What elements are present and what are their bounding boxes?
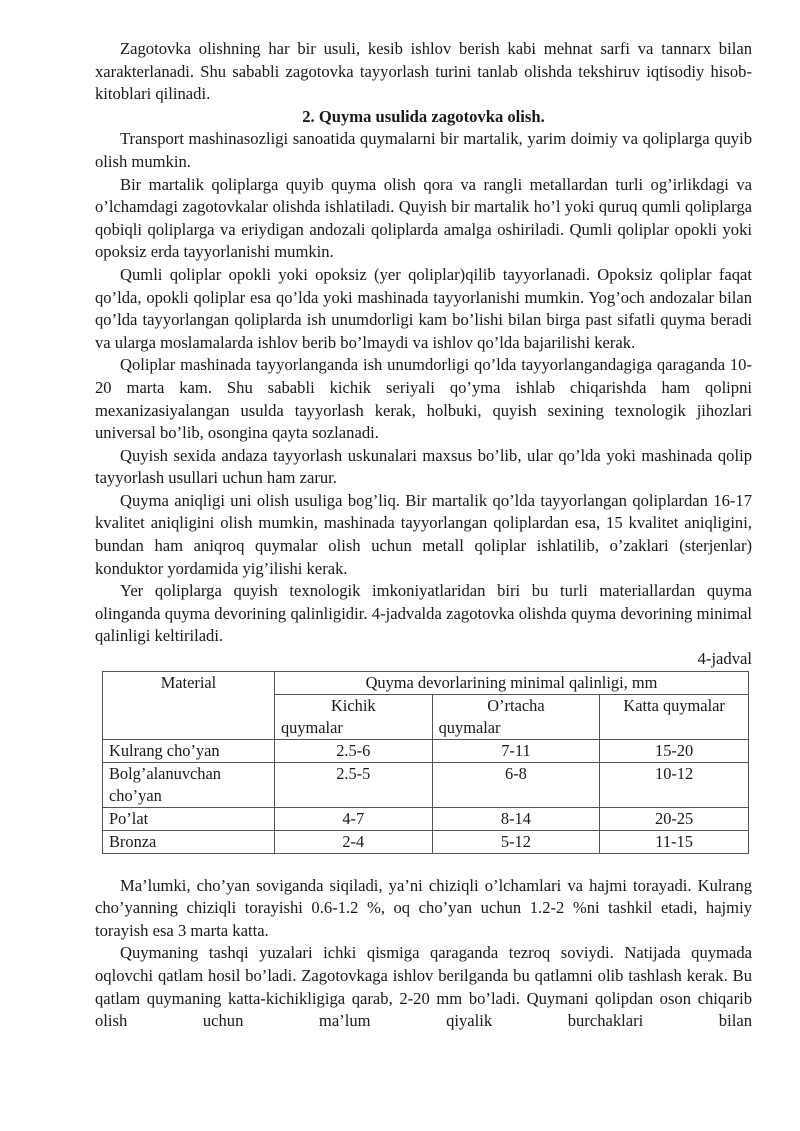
cell-material: Bronza	[103, 830, 275, 853]
body-paragraph: Bir martalik qoliplarga quyib quyma olish qora va rangli metallardan turli og’irlikdagi va o’lchamdagi zagotovkalar olishda ishlatiladi. Quyish bir martalik ho’l yoki quruq qumli qoliplarga qobiqli qoliplarga va eriydigan andozali qoliplarda amalga oshiriladi. Qumli qoliplar opokli yoki opoksiz erda tayyorlanishi mumkin.	[95, 174, 752, 262]
cell-small: 2.5-6	[274, 739, 432, 762]
body-paragraph: Qoliplar mashinada tayyorlanganda ish unumdorligi qo’lda tayyorlangandagiga qaraganda 10-20 marta kam. Shu sababli kichik seriyali qo’yma ishlab chiqarishda ham qolipni mexanizasiyalangan usulda tayyorlash kerak, holbuki, quyish sexining texnologik jihozlari universal bo’lib, osongina qayta sozlanadi.	[95, 355, 752, 443]
section-heading: 2. Quyma usulida zagotovka olish.	[302, 106, 545, 126]
header-small-castings	[274, 694, 432, 739]
body-paragraph: Qumli qoliplar opokli yoki opoksiz (yer qoliplar)qilib tayyorlanadi. Opoksiz qoliplar faqat qo’lda, opokli qoliplar esa qo’lda yoki mashinada tayyorlanishi mumkin. Yog’och andozalar bilan qo’lda tayyorlangan qoliplarda ish unumdorligi kam bo’lishi bilan birga past sifatli quyma beradi va ularga moslamalarda ishlov berib bo’lmaydi va ishlov qo’lda bajarilishi kerak.	[95, 264, 752, 352]
cell-material: Kulrang cho’yan	[103, 739, 275, 762]
header-large-castings: Katta quymalar	[600, 694, 749, 739]
wall-thickness-table	[102, 671, 749, 854]
header-medium-line1: O’rtacha	[487, 695, 545, 715]
body-paragraph: Transport mashinasozligi sanoatida quymalarni bir martalik, yarim doimiy va qoliplarga quyib olish mumkin.	[95, 129, 752, 171]
table-row	[103, 739, 749, 762]
header-medium-line2: quymalar	[438, 717, 501, 737]
cell-large: 10-12	[600, 762, 749, 807]
table-caption: 4-jadval	[697, 649, 752, 669]
body-paragraph: Quyish sexida andaza tayyorlash uskunalari maxsus bo’lib, ular qo’lda yoki mashinada qolip tayyorlash usullari uchun ham zarur.	[95, 445, 752, 488]
body-paragraph: Ma’lumki, cho’yan soviganda siqiladi, ya’ni chiziqli o’lchamlari va hajmi torayadi. Kulrang cho’yanning chiziqli torayishi 0.6-1.2 %, oq cho’yan uchun 1.2-2 %ni tashkil etadi, hajmiy torayish esa 3 marta katta.	[95, 875, 752, 940]
cell-large: 20-25	[600, 807, 749, 830]
cell-small: 4-7	[274, 807, 432, 830]
body-paragraph: Quymaning tashqi yuzalari ichki qismiga qaraganda tezroq soviydi. Natijada quymada oqlovchi qatlam hosil bo’ladi. Zagotovkaga ishlov berilganda bu qatlamni olib tashlash kerak. Bu qatlam quymaning katta-kichikligiga qarab, 2-20 mm bo’ladi. Quymani qolipdan oson chiqarib olish uchun ma’lum qiyalik burchaklari bilan	[95, 943, 752, 1031]
header-material: Material	[103, 671, 275, 739]
cell-small: 2.5-5	[274, 762, 432, 807]
table-row	[103, 762, 749, 807]
header-small-line2: quymalar	[280, 717, 343, 737]
intro-paragraph: Zagotovka olishning har bir usuli, kesib ishlov berish kabi mehnat sarfi va tannarx bilan xarakterlanadi. Shu sababli zagotovka tayyorlash turini tanlab olishda tekshiruv iqtisodiy hisob-kitoblari qilinadi.	[95, 39, 752, 104]
table-header-row	[103, 671, 749, 694]
table-row	[103, 807, 749, 830]
cell-small: 2-4	[274, 830, 432, 853]
body-paragraph: Yer qoliplarga quyish texnologik imkoniyatlaridan biri bu turli materiallardan quyma olinganda quyma devorining qalinligidir. 4-jadvalda zagotovka olishda quyma devorining minimal qalinligi keltiriladi.	[95, 581, 752, 646]
cell-material: Bolg’alanuvchan cho’yan	[103, 762, 275, 807]
header-small-line1: Kichik	[330, 695, 376, 715]
body-paragraph: Quyma aniqligi uni olish usuliga bog’liq. Bir martalik qo’lda tayyorlangan qoliplardan 16-17 kvalitet aniqligini olish mumkin, mashinada tayyorlangan qoliplardan esa, 15 kvalitet aniqligini, bundan ham aniqroq quymalar olish uchun metall qoliplar ishlatilib, o’zaklari (sterjenlar) konduktor yordamida yig’ilishi kerak.	[95, 490, 752, 578]
cell-medium: 7-11	[432, 739, 600, 762]
cell-large: 11-15	[600, 830, 749, 853]
cell-medium: 5-12	[432, 830, 600, 853]
cell-large: 15-20	[600, 739, 749, 762]
cell-material: Po’lat	[103, 807, 275, 830]
header-thickness-group: Quyma devorlarining minimal qalinligi, mm	[274, 671, 748, 694]
table-spacer	[95, 854, 752, 875]
header-medium-castings	[432, 694, 600, 739]
cell-medium: 8-14	[432, 807, 600, 830]
cell-medium: 6-8	[432, 762, 600, 807]
table-row	[103, 830, 749, 853]
